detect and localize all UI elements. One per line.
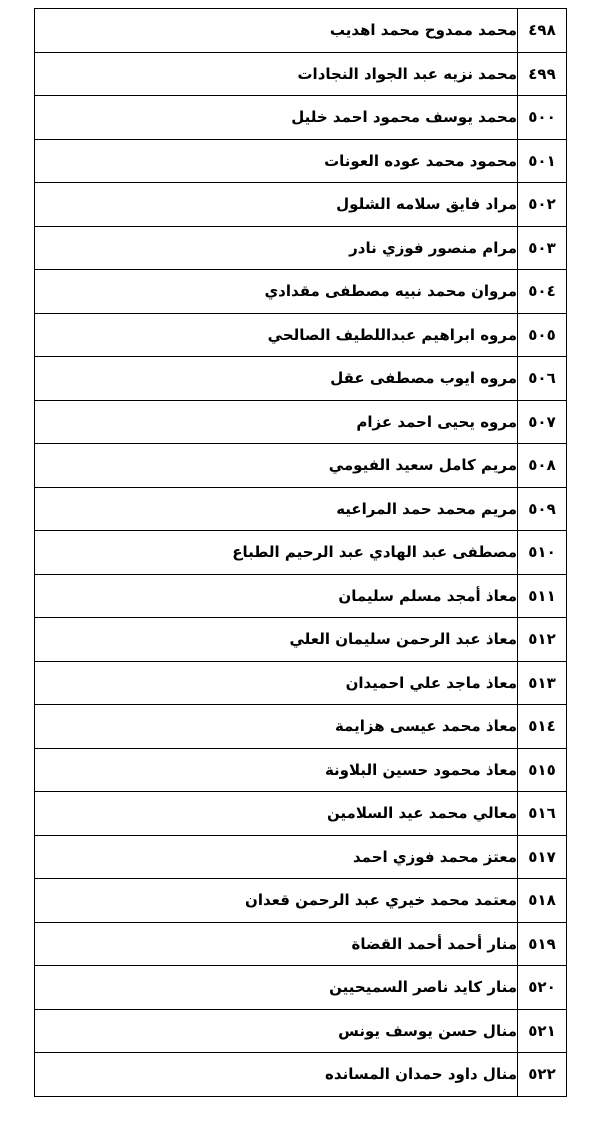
- row-name: محمد نزيه عبد الجواد النجادات: [35, 52, 518, 96]
- row-name: مروه ابراهيم عبداللطيف الصالحي: [35, 313, 518, 357]
- table-row: [35, 531, 567, 575]
- table-row: [35, 487, 567, 531]
- table-row: [35, 792, 567, 836]
- row-number: ٥٢١: [518, 1009, 567, 1053]
- row-name: مراد فايق سلامه الشلول: [35, 183, 518, 227]
- row-number: ٥٢٢: [518, 1053, 567, 1097]
- table-row: [35, 618, 567, 662]
- table-row: [35, 270, 567, 314]
- table-row: [35, 226, 567, 270]
- row-name: منال داود حمدان المسانده: [35, 1053, 518, 1097]
- row-number: ٥٠٧: [518, 400, 567, 444]
- row-number: ٥١١: [518, 574, 567, 618]
- table-row: [35, 96, 567, 140]
- row-name: محمد ممدوح محمد اهديب: [35, 9, 518, 53]
- table-row: [35, 966, 567, 1010]
- table-row: [35, 139, 567, 183]
- row-number: ٥١٩: [518, 922, 567, 966]
- table-row: [35, 879, 567, 923]
- table-row: [35, 313, 567, 357]
- table-row: [35, 574, 567, 618]
- table-row: [35, 400, 567, 444]
- roster-body: [35, 9, 567, 1097]
- row-name: مرام منصور فوزي نادر: [35, 226, 518, 270]
- table-row: [35, 922, 567, 966]
- row-name: مريم كامل سعيد الفيومي: [35, 444, 518, 488]
- row-name: معاذ محمد عيسى هزايمة: [35, 705, 518, 749]
- row-name: منار كايد ناصر السميحيين: [35, 966, 518, 1010]
- roster-table: [34, 8, 567, 1097]
- row-number: ٥٠٩: [518, 487, 567, 531]
- row-number: ٥١٥: [518, 748, 567, 792]
- row-name: مصطفى عبد الهادي عبد الرحيم الطباع: [35, 531, 518, 575]
- row-name: محمد يوسف محمود احمد خليل: [35, 96, 518, 140]
- row-number: ٤٩٨: [518, 9, 567, 53]
- row-number: ٥٠٠: [518, 96, 567, 140]
- row-number: ٥١٠: [518, 531, 567, 575]
- table-row: [35, 748, 567, 792]
- table-row: [35, 357, 567, 401]
- row-name: معالي محمد عيد السلامين: [35, 792, 518, 836]
- row-name: معاذ ماجد علي احميدان: [35, 661, 518, 705]
- row-number: ٥١٦: [518, 792, 567, 836]
- row-name: مروان محمد نبيه مصطفى مقدادي: [35, 270, 518, 314]
- row-number: ٥٠٢: [518, 183, 567, 227]
- row-name: منار أحمد أحمد القضاة: [35, 922, 518, 966]
- row-name: معاذ محمود حسين البلاونة: [35, 748, 518, 792]
- table-row: [35, 1053, 567, 1097]
- row-number: ٥١٧: [518, 835, 567, 879]
- row-number: ٥٠٦: [518, 357, 567, 401]
- row-number: ٥٠٨: [518, 444, 567, 488]
- table-row: [35, 835, 567, 879]
- row-name: منال حسن يوسف يونس: [35, 1009, 518, 1053]
- table-row: [35, 183, 567, 227]
- row-name: مريم محمد حمد المراعيه: [35, 487, 518, 531]
- table-row: [35, 705, 567, 749]
- table-row: [35, 1009, 567, 1053]
- name-roster: [34, 8, 567, 1097]
- row-number: ٥٠١: [518, 139, 567, 183]
- row-name: معاذ أمجد مسلم سليمان: [35, 574, 518, 618]
- row-number: ٥١٢: [518, 618, 567, 662]
- row-name: محمود محمد عوده العونات: [35, 139, 518, 183]
- row-name: مروه يحيى احمد عزام: [35, 400, 518, 444]
- table-row: [35, 661, 567, 705]
- table-row: [35, 9, 567, 53]
- row-number: ٤٩٩: [518, 52, 567, 96]
- row-number: ٥٢٠: [518, 966, 567, 1010]
- row-name: معتز محمد فوزي احمد: [35, 835, 518, 879]
- table-row: [35, 52, 567, 96]
- row-name: مروه ايوب مصطفى عقل: [35, 357, 518, 401]
- row-number: ٥١٨: [518, 879, 567, 923]
- row-number: ٥٠٥: [518, 313, 567, 357]
- row-number: ٥١٣: [518, 661, 567, 705]
- row-number: ٥٠٤: [518, 270, 567, 314]
- row-number: ٥٠٣: [518, 226, 567, 270]
- row-name: معاذ عبد الرحمن سليمان العلي: [35, 618, 518, 662]
- table-row: [35, 444, 567, 488]
- row-number: ٥١٤: [518, 705, 567, 749]
- row-name: معتمد محمد خيري عبد الرحمن قعدان: [35, 879, 518, 923]
